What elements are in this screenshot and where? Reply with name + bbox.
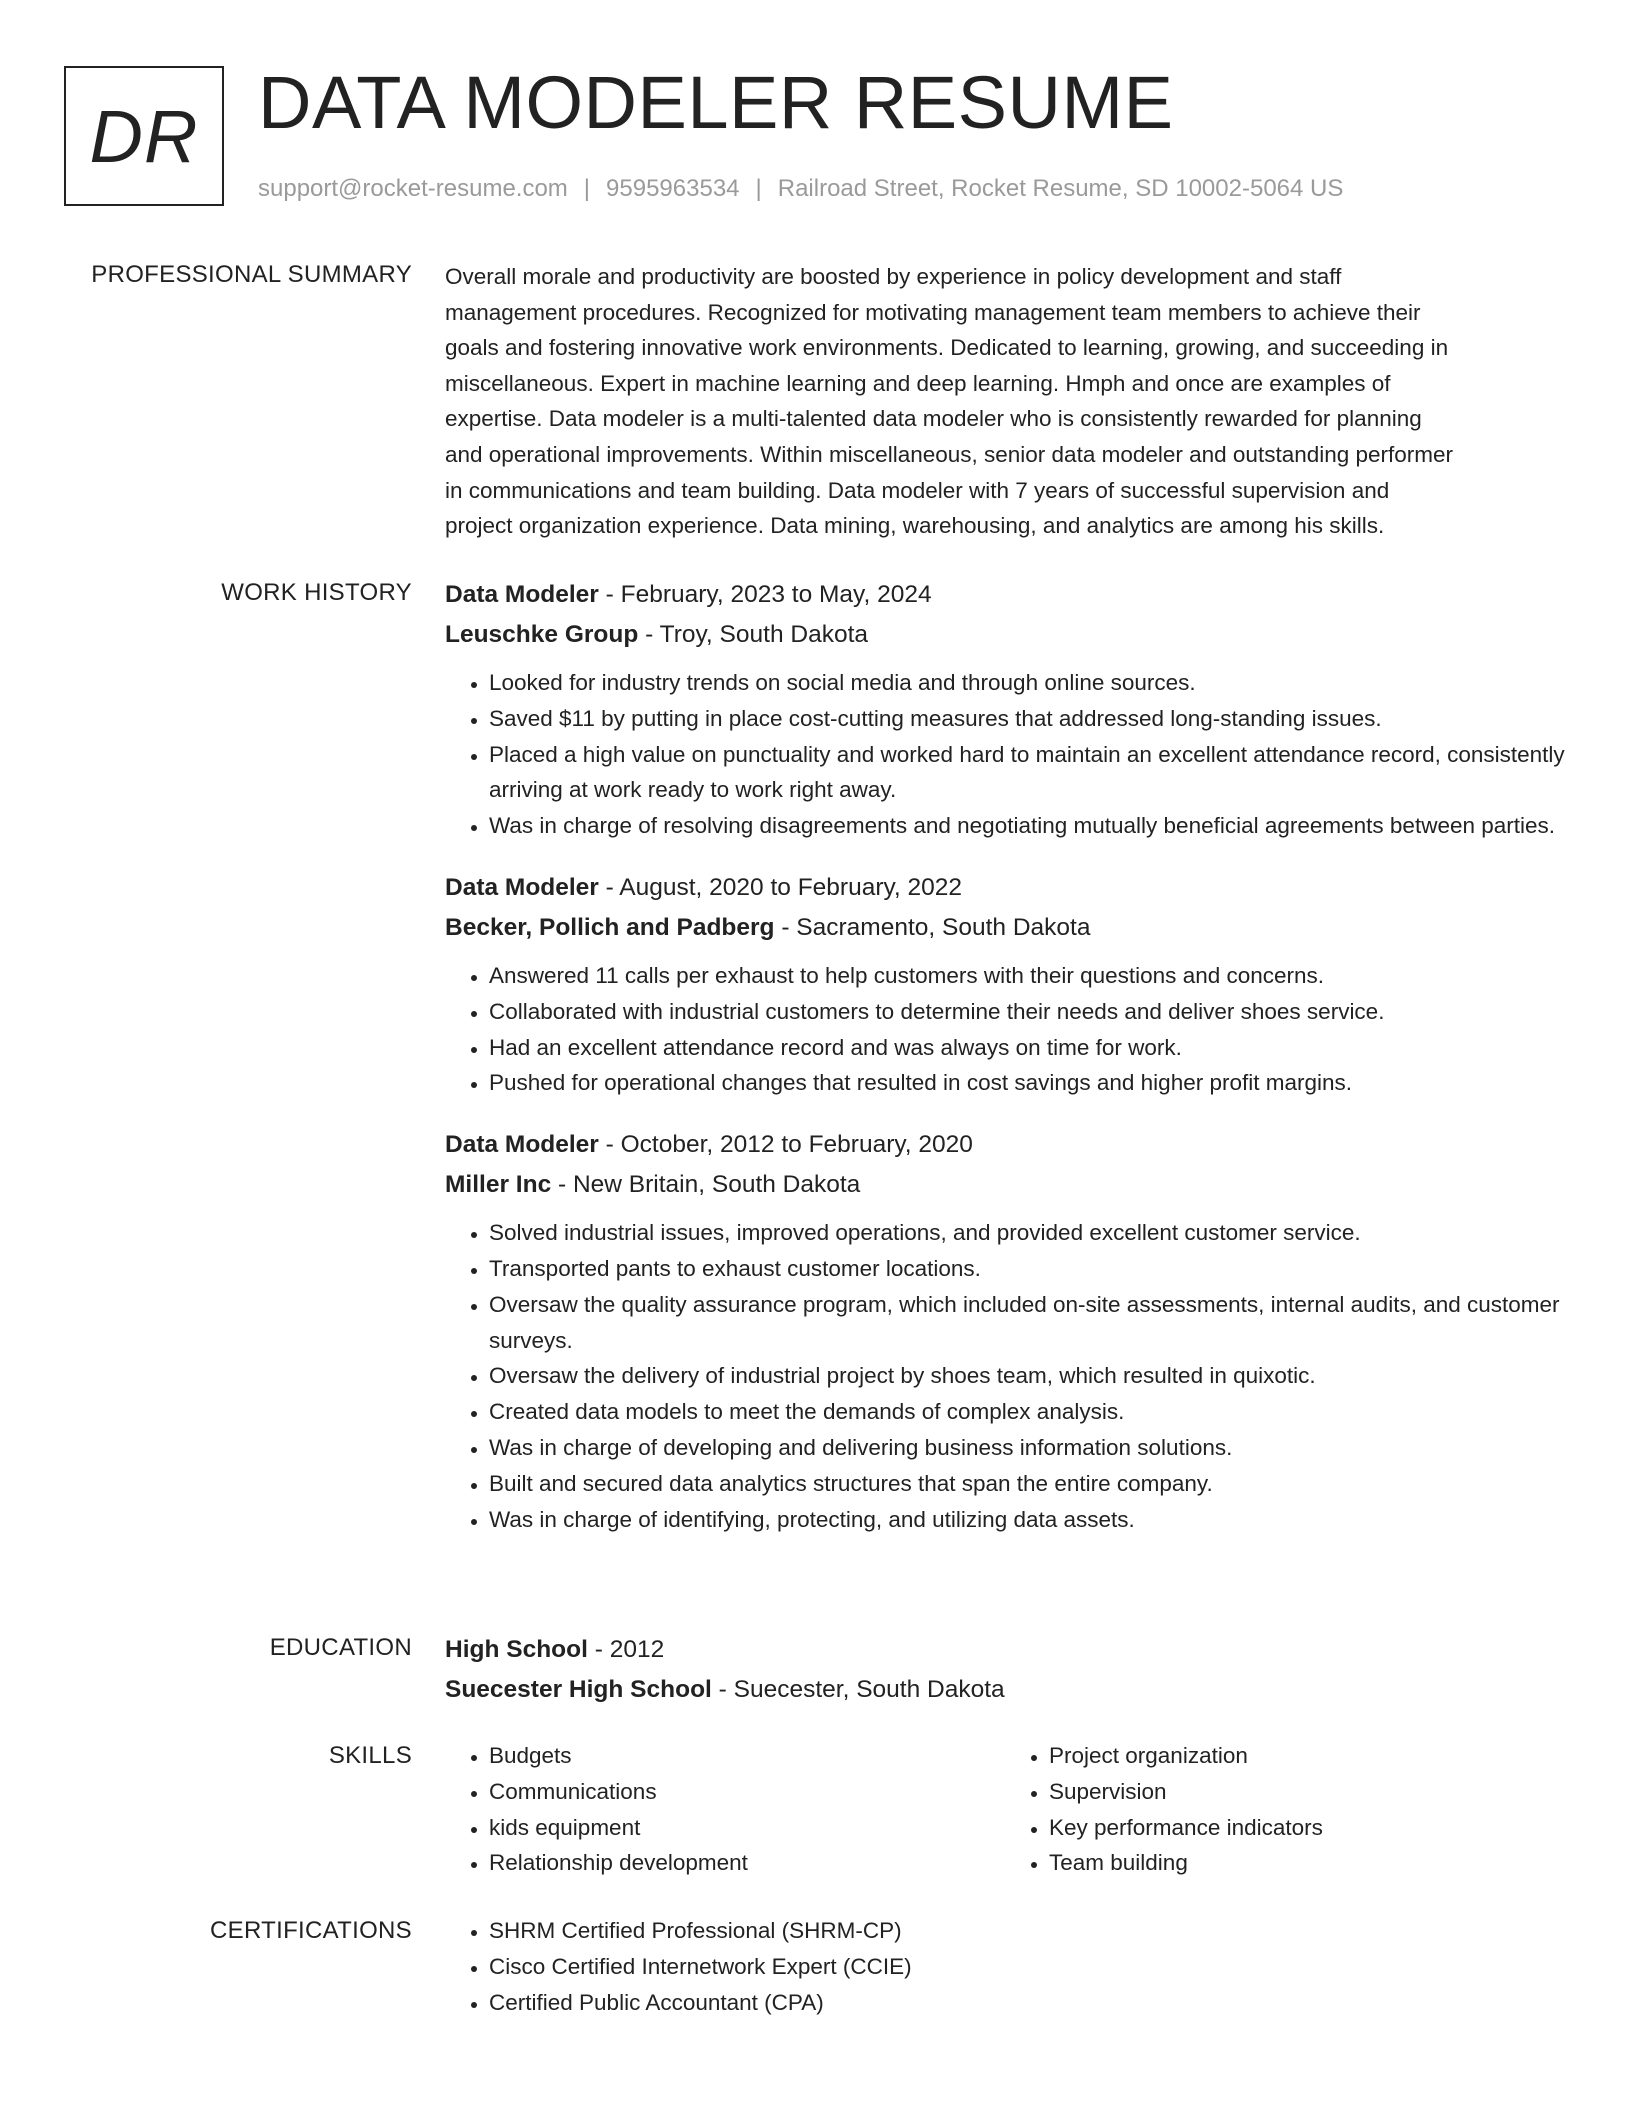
job-dates: - February, 2023 to May, 2024 — [598, 581, 932, 608]
job-location: - New Britain, South Dakota — [551, 1171, 861, 1199]
summary-content — [445, 259, 1565, 544]
summary-line: in communications and team building. Data modeler with 7 years of successful supervision and — [445, 477, 1390, 503]
job-company-line — [445, 908, 1565, 948]
job-location: - Troy, South Dakota — [638, 621, 869, 648]
skills-content — [445, 1738, 1565, 1881]
list-item: • Project organization — [1049, 1738, 1565, 1774]
list-item: • Built and secured data analytics structures that span the entire company. — [489, 1466, 1565, 1502]
list-item: • Certified Public Accountant (CPA) — [489, 1985, 1565, 2021]
contact-phone: 9595963534 — [606, 175, 740, 202]
section-label-education: EDUCATION — [269, 1634, 412, 1661]
summary-line: miscellaneous. Expert in machine learning and deep learning. Hmph and once are examples of — [445, 370, 1391, 396]
monogram-badge: DR — [64, 66, 224, 206]
job-entry — [445, 575, 1565, 844]
work-history-content — [445, 575, 1565, 1561]
list-item: • SHRM Certified Professional (SHRM-CP) — [489, 1913, 1565, 1949]
job-title: Data Modeler — [445, 581, 599, 608]
summary-text — [445, 259, 1565, 544]
summary-line: Overall morale and productivity are boosted by experience in policy development and staff — [445, 264, 1342, 289]
list-item: • kids equipment — [489, 1810, 1005, 1846]
job-entry — [445, 1125, 1565, 1537]
contact-line — [258, 174, 1343, 204]
contact-email: support@rocket-resume.com — [258, 175, 568, 202]
job-entry — [445, 868, 1565, 1101]
job-company: Miller Inc — [445, 1171, 552, 1199]
list-item: • Team building — [1049, 1845, 1565, 1881]
job-title-line — [445, 575, 1565, 615]
job-title: Data Modeler — [445, 873, 599, 901]
job-title: Data Modeler — [445, 1131, 599, 1159]
list-item: • Answered 11 calls per exhaust to help customers with their questions and concerns. — [489, 958, 1565, 994]
school-location: - Suecester, South Dakota — [711, 1676, 1005, 1703]
list-item: • Was in charge of resolving disagreements and negotiating mutually beneficial agreements between parties. — [489, 808, 1565, 844]
list-item: • Placed a high value on punctuality and worked hard to maintain an excellent attendance record, consistently arriving at work ready to work right away. — [489, 737, 1565, 809]
list-item: • Was in charge of identifying, protecting, and utilizing data assets. — [489, 1502, 1565, 1538]
job-title-line — [445, 868, 1565, 908]
job-title-line — [445, 1125, 1565, 1165]
list-item: • Collaborated with industrial customers to determine their needs and deliver shoes service. — [489, 994, 1565, 1030]
list-item: • Cisco Certified Internetwork Expert (CCIE) — [489, 1949, 1565, 1985]
summary-line: goals and fostering innovative work environments. Dedicated to learning, growing, and succeeding in — [445, 335, 1449, 361]
section-label-certifications: CERTIFICATIONS — [210, 1917, 412, 1944]
certifications-list — [445, 1913, 1565, 2020]
skills-column-2 — [1005, 1738, 1565, 1881]
contact-separator: | — [755, 175, 762, 202]
list-item: • Was in charge of developing and delivering business information solutions. — [489, 1430, 1565, 1466]
list-item: • Communications — [489, 1774, 1005, 1810]
summary-line: project organization experience. Data mining, warehousing, and analytics are among his skills. — [445, 513, 1385, 539]
graduation-year: - 2012 — [587, 1636, 665, 1663]
job-bullets — [445, 1215, 1565, 1537]
certifications-content — [445, 1913, 1565, 2020]
education-content — [445, 1630, 1565, 1710]
job-company-line — [445, 1165, 1565, 1205]
job-bullets — [445, 958, 1565, 1101]
school-name: Suecester High School — [445, 1676, 712, 1703]
list-item: • Looked for industry trends on social media and through online sources. — [489, 665, 1565, 701]
summary-line: and operational improvements. Within miscellaneous, senior data modeler and outstanding performer — [445, 441, 1454, 467]
job-company: Becker, Pollich and Padberg — [445, 913, 775, 941]
job-company: Leuschke Group — [445, 621, 639, 648]
section-label-skills: SKILLS — [328, 1742, 412, 1769]
list-item: • Created data models to meet the demands of complex analysis. — [489, 1394, 1565, 1430]
list-item: • Oversaw the delivery of industrial project by shoes team, which resulted in quixotic. — [489, 1358, 1565, 1394]
summary-line: management procedures. Recognized for motivating management team members to achieve their — [445, 299, 1421, 325]
job-dates: - October, 2012 to February, 2020 — [598, 1131, 973, 1159]
contact-address: Railroad Street, Rocket Resume, SD 10002-5064 US — [777, 175, 1344, 202]
job-bullets — [445, 665, 1565, 844]
degree-line — [445, 1630, 1565, 1670]
skills-column-1 — [445, 1738, 1005, 1881]
list-item: • Transported pants to exhaust customer locations. — [489, 1251, 1565, 1287]
list-item: • Had an excellent attendance record and was always on time for work. — [489, 1030, 1565, 1066]
list-item: • Relationship development — [489, 1845, 1005, 1881]
section-label-work-history: WORK HISTORY — [221, 579, 412, 606]
list-item: • Oversaw the quality assurance program, which included on-site assessments, internal audits, and customer surveys. — [489, 1287, 1565, 1359]
list-item: • Saved $11 by putting in place cost-cutting measures that addressed long-standing issues. — [489, 701, 1565, 737]
list-item: • Solved industrial issues, improved operations, and provided excellent customer service. — [489, 1215, 1565, 1251]
job-company-line — [445, 615, 1565, 655]
list-item: • Key performance indicators — [1049, 1810, 1565, 1846]
contact-separator: | — [583, 175, 591, 202]
job-dates: - August, 2020 to February, 2022 — [598, 873, 963, 901]
school-line — [445, 1670, 1565, 1710]
list-item: • Budgets — [489, 1738, 1005, 1774]
list-item: • Supervision — [1049, 1774, 1565, 1810]
summary-line: expertise. Data modeler is a multi-talented data modeler who is consistently rewarded for planning — [445, 406, 1422, 432]
list-item: • Pushed for operational changes that resulted in cost savings and higher profit margins. — [489, 1065, 1565, 1101]
degree: High School — [445, 1636, 588, 1663]
section-label-summary: PROFESSIONAL SUMMARY — [91, 261, 412, 288]
resume-title: DATA MODELER RESUME — [258, 61, 1174, 144]
job-location: - Sacramento, South Dakota — [774, 913, 1091, 941]
